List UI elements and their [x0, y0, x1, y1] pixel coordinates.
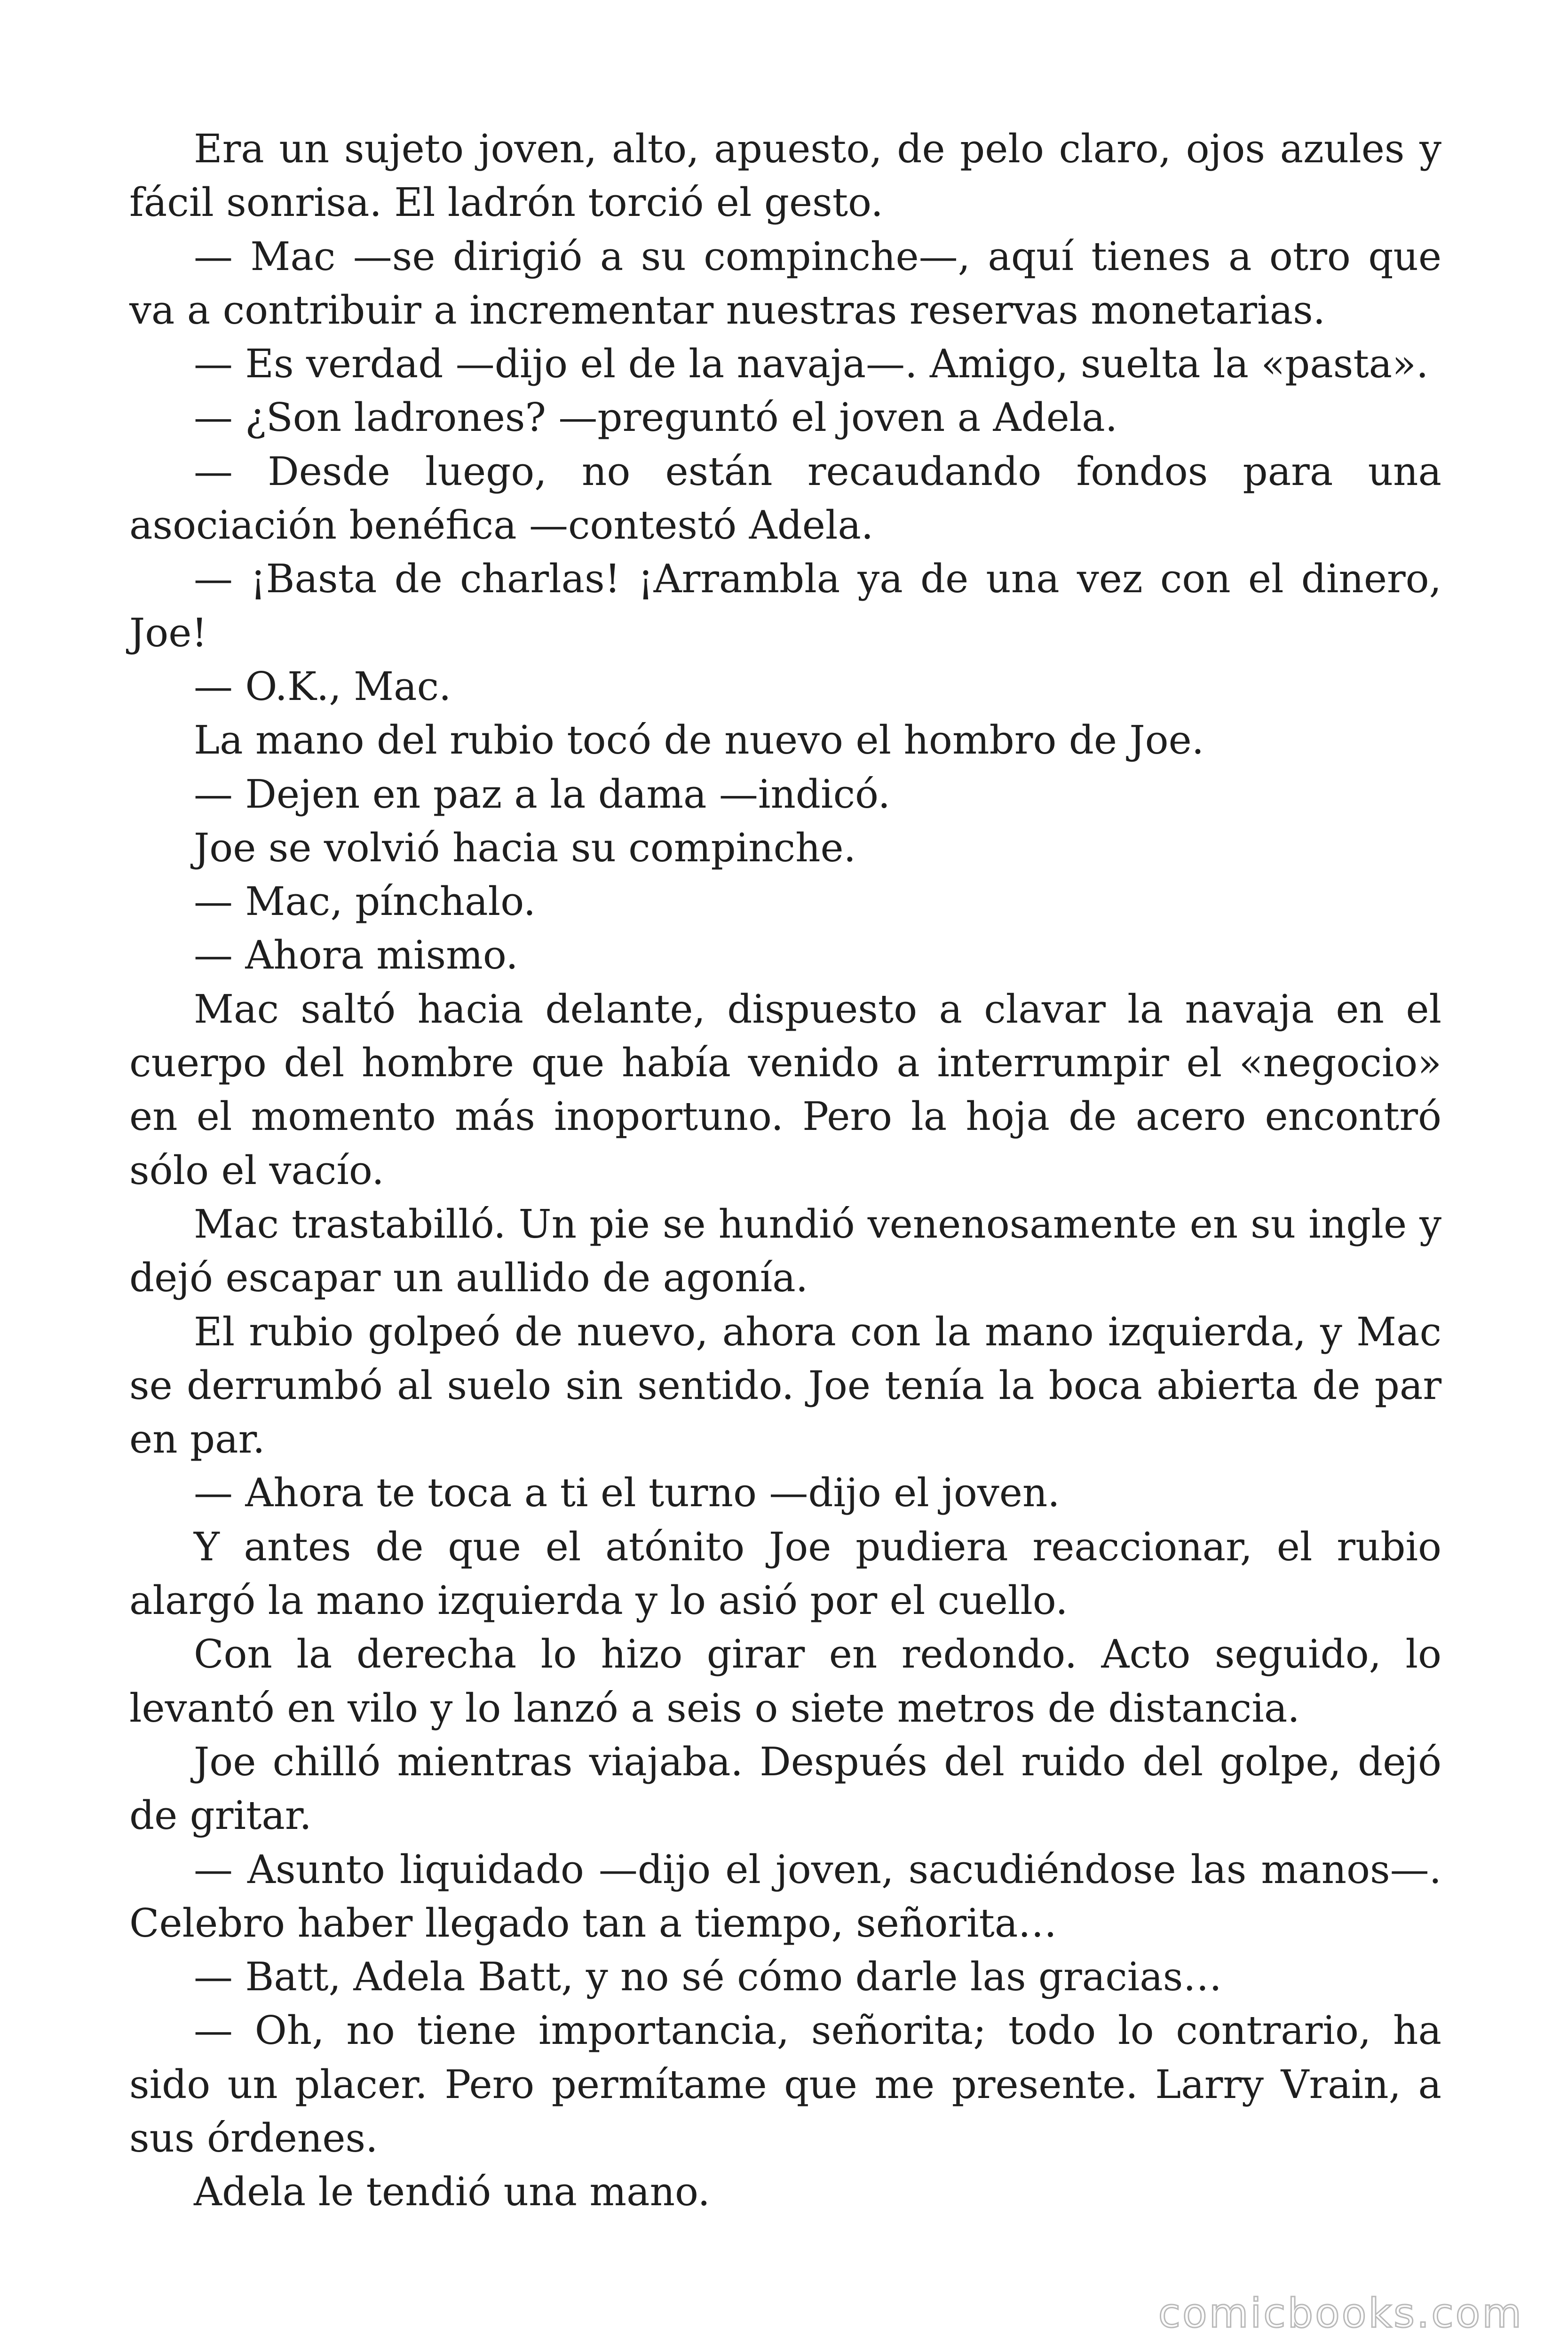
watermark: comicbooks.com	[1158, 2290, 1523, 2337]
paragraph: — Es verdad —dijo el de la navaja—. Amigo, suelta la «pasta».	[194, 341, 1429, 387]
paragraph: — Oh, no tiene importancia, señorita; todo lo contrario, ha sido un placer. Pero permítame que me presente. Larry Vrain, a sus órdenes.	[129, 2008, 1441, 2161]
paragraph: — ¿Son ladrones? —preguntó el joven a Adela.	[194, 395, 1118, 441]
paragraph: — Ahora mismo.	[194, 932, 518, 978]
paragraph: — Mac —se dirigió a su compinche—, aquí tienes a otro que va a contribuir a incrementar nuestras reservas monetarias.	[129, 233, 1441, 333]
paragraph: — O.K., Mac.	[194, 663, 451, 709]
paragraph: — ¡Basta de charlas! ¡Arrambla ya de una vez con el dinero, Joe!	[129, 556, 1441, 656]
paragraph: La mano del rubio tocó de nuevo el hombro de Joe.	[194, 717, 1204, 763]
paragraph: — Asunto liquidado —dijo el joven, sacudiéndose las manos—. Celebro haber llegado tan a tiempo, señorita…	[129, 1846, 1441, 1946]
paragraph: Adela le tendió una mano.	[194, 2169, 710, 2215]
paragraph: Mac trastabilló. Un pie se hundió venenosamente en su ingle y dejó escapar un aullido de agonía.	[129, 1201, 1441, 1301]
paragraph: Con la derecha lo hizo girar en redondo. Acto seguido, lo levantó en vilo y lo lanzó a seis o siete metros de distancia.	[129, 1631, 1441, 1731]
paragraph: — Desde luego, no están recaudando fondos para una asociación benéfica —contestó Adela.	[129, 448, 1441, 548]
paragraph: — Mac, pínchalo.	[194, 879, 536, 925]
paragraph: — Ahora te toca a ti el turno —dijo el joven.	[194, 1470, 1060, 1516]
body-text	[129, 122, 1441, 2219]
paragraph: Joe se volvió hacia su compinche.	[194, 825, 856, 871]
paragraph: Joe chilló mientras viajaba. Después del ruido del golpe, dejó de gritar.	[129, 1739, 1441, 1839]
paragraph: Mac saltó hacia delante, dispuesto a clavar la navaja en el cuerpo del hombre que había venido a interrumpir el «negocio» en el momento más inoportuno. Pero la hoja de acero encontró sólo el vacío.	[129, 986, 1441, 1193]
paragraph: — Batt, Adela Batt, y no sé cómo darle las gracias…	[194, 1954, 1222, 2000]
paragraph: El rubio golpeó de nuevo, ahora con la mano izquierda, y Mac se derrumbó al suelo sin sentido. Joe tenía la boca abierta de par en par.	[129, 1309, 1441, 1462]
paragraph: Y antes de que el atónito Joe pudiera reaccionar, el rubio alargó la mano izquierda y lo asió por el cuello.	[129, 1524, 1441, 1624]
paragraph: Era un sujeto joven, alto, apuesto, de pelo claro, ojos azules y fácil sonrisa. El ladrón torció el gesto.	[129, 126, 1441, 226]
paragraph: — Dejen en paz a la dama —indicó.	[194, 771, 890, 817]
